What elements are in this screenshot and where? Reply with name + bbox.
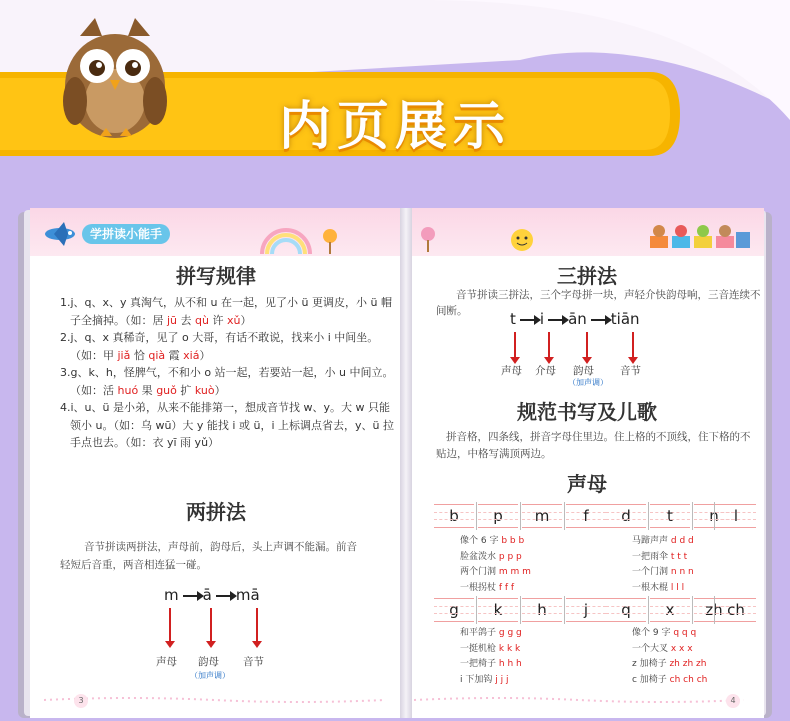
rule-item bbox=[60, 329, 386, 364]
down-arrow-icon bbox=[210, 608, 212, 642]
right-arrow-icon bbox=[216, 595, 232, 597]
rhyme-line: 脸盆泼水 p p p bbox=[460, 551, 522, 562]
rhyme-line: 和平鸽子 g g g bbox=[460, 628, 522, 638]
tree-icon bbox=[420, 226, 436, 252]
decorative-dots bbox=[44, 696, 384, 704]
right-arrow-icon bbox=[591, 319, 607, 321]
right-arrow-icon bbox=[520, 319, 536, 321]
section-title-writing-and-rhymes: 规范书写及儿歌 bbox=[517, 400, 657, 424]
label-initial: 声母 bbox=[501, 365, 522, 377]
sun-icon bbox=[504, 222, 540, 256]
rule-line: 3.g、k、h，怪脾气，不和小 o 站一起，若要站一起，小 u 中间立。 bbox=[60, 366, 394, 379]
rhyme-line: 一把椅子 h h h bbox=[460, 659, 522, 669]
rhyme-line: 像个 6 字 b b b bbox=[460, 536, 525, 546]
pinyin-cell: ch bbox=[716, 598, 756, 622]
pinyin-cell: m bbox=[522, 504, 562, 528]
pinyin-cell: l bbox=[716, 504, 756, 528]
writing-text-line-2: 贴边，中格写满顶两边。 bbox=[436, 448, 552, 460]
animal-train-icon bbox=[648, 224, 752, 254]
right-page bbox=[410, 208, 764, 718]
down-arrow-icon bbox=[169, 608, 171, 642]
pinyin-cell: x bbox=[650, 598, 690, 622]
rule-line: 4.i、u、ü 是小弟，从来不能排第一，想成音节找 w、y。大 w 只能 bbox=[60, 401, 390, 414]
rhyme-line: 两个门洞 m m m bbox=[460, 567, 531, 577]
chain-final: ān bbox=[568, 310, 587, 328]
rule-line: 手点也去。（如：衣 yī 雨 yǔ） bbox=[70, 436, 220, 449]
down-arrow-icon bbox=[548, 332, 550, 358]
rhyme-line: 像个 9 字 q q q bbox=[632, 628, 697, 638]
rhyme-line: 马蹄声声 d d d bbox=[632, 536, 694, 546]
rhyme-line: 一挺机枪 k k k bbox=[460, 643, 521, 654]
three-part-chain bbox=[510, 310, 640, 328]
label-add-tone: （加声调） bbox=[190, 671, 230, 680]
three-part-text-line-2: 间断。 bbox=[436, 305, 468, 317]
pinyin-cell: g bbox=[434, 598, 474, 622]
banner-title: 内页展示 bbox=[278, 97, 511, 157]
rhyme-list bbox=[460, 534, 531, 596]
left-page bbox=[30, 208, 402, 718]
chain-initial: t bbox=[510, 310, 516, 328]
rhyme-line: c 加椅子 ch ch ch bbox=[632, 674, 708, 685]
two-part-chain bbox=[164, 586, 260, 604]
three-part-text-line-1: 音节拼读三拼法，三个字母拼一块，声轻介快韵母响，三音连续不 bbox=[456, 289, 761, 301]
rhyme-line: 一根木棍 l l l bbox=[632, 582, 685, 593]
rule-item bbox=[60, 294, 392, 329]
rule-line: 1.j、q、x、y 真淘气，从不和 u 在一起，见了小 ü 更调皮，小 ü 帽 bbox=[60, 296, 392, 309]
pinyin-cell: b bbox=[434, 504, 474, 528]
pinyin-cell: d bbox=[606, 504, 646, 528]
pinyin-cell: f bbox=[566, 504, 606, 528]
chain-medial: i bbox=[539, 310, 545, 328]
two-part-text-line-1: 音节拼读两拼法，声母前，韵母后，头上声调不能漏。前音 bbox=[84, 541, 357, 553]
right-arrow-icon bbox=[183, 595, 199, 597]
pinyin-cell: h bbox=[522, 598, 562, 622]
label-syllable: 音节 bbox=[243, 656, 264, 668]
rule-line: 2.j、q、x 真稀奇，见了 o 大哥，有话不敢说，找来小 i 中间坐。 bbox=[60, 331, 379, 344]
page-number-left: 3 bbox=[74, 694, 88, 708]
chain-initial: m bbox=[164, 586, 179, 604]
section-title-two-part-spelling: 两拼法 bbox=[186, 500, 246, 524]
rhyme-list bbox=[632, 626, 707, 688]
section-title-spelling-rules: 拼写规律 bbox=[176, 264, 256, 288]
writing-text-line-1: 拼音格，四条线，拼音字母住里边。住上格的不顶线，住下格的不 bbox=[446, 431, 751, 443]
label-final: 韵母 bbox=[573, 365, 594, 377]
pinyin-cell: k bbox=[478, 598, 518, 622]
owl-mascot-icon bbox=[40, 6, 190, 146]
spelling-rules-list bbox=[60, 294, 394, 452]
tree-icon bbox=[322, 228, 338, 254]
pinyin-cell: t bbox=[650, 504, 690, 528]
pinyin-cell: j bbox=[566, 598, 606, 622]
book-series-label: 学拼读小能手 bbox=[82, 224, 170, 244]
decorative-dots bbox=[414, 696, 744, 704]
label-add-tone: （加声调） bbox=[568, 378, 608, 387]
label-final: 韵母 bbox=[198, 656, 219, 668]
label-syllable: 音节 bbox=[620, 365, 641, 377]
book-spine bbox=[400, 208, 412, 718]
rainbow-icon bbox=[256, 226, 316, 254]
chain-syllable: mā bbox=[235, 586, 260, 604]
section-title-three-part-spelling: 三拼法 bbox=[557, 264, 617, 288]
rule-item bbox=[60, 399, 394, 452]
rhyme-line: z 加椅子 zh zh zh bbox=[632, 659, 707, 669]
pinyin-cell: n bbox=[694, 504, 734, 528]
pinyin-cell: zh bbox=[694, 598, 734, 622]
pinyin-cell: q bbox=[606, 598, 646, 622]
rule-line: （如：甲 jiǎ 恰 qià 霞 xiá） bbox=[70, 348, 211, 362]
down-arrow-icon bbox=[256, 608, 258, 642]
rule-line: （如：活 huó 果 guǒ 扩 kuò） bbox=[70, 383, 226, 397]
rhyme-list bbox=[460, 626, 522, 688]
chain-syllable: tiān bbox=[610, 310, 640, 328]
rhyme-line: 一个门洞 n n n bbox=[632, 567, 694, 577]
label-medial: 介母 bbox=[535, 365, 556, 377]
chain-final: ā bbox=[202, 586, 212, 604]
rule-line: 子全摘掉。（如：居 jū 去 qù 许 xǔ） bbox=[70, 313, 252, 327]
rhyme-line: i 下加钩 j j j bbox=[460, 674, 509, 685]
down-arrow-icon bbox=[632, 332, 634, 358]
airplane-icon bbox=[40, 220, 80, 248]
label-initial: 声母 bbox=[156, 656, 177, 668]
rhyme-list bbox=[632, 534, 694, 596]
down-arrow-icon bbox=[586, 332, 588, 358]
right-arrow-icon bbox=[548, 319, 564, 321]
section-title-initials: 声母 bbox=[567, 472, 607, 496]
two-part-text-line-2: 轻短后音重，两音相连猛一碰。 bbox=[60, 559, 207, 571]
down-arrow-icon bbox=[514, 332, 516, 358]
pinyin-cell: p bbox=[478, 504, 518, 528]
open-book bbox=[14, 208, 776, 718]
rule-line: 领小 u。（如：乌 wū）大 y 能找 i 或 ü，i 上标调点省去，y、ü 拉 bbox=[70, 418, 394, 432]
rule-item bbox=[60, 364, 394, 399]
rhyme-line: 一个大叉 x x x bbox=[632, 643, 693, 654]
rhyme-line: 一根拐杖 f f f bbox=[460, 582, 515, 593]
rhyme-line: 一把雨伞 t t t bbox=[632, 551, 688, 562]
page-number-right: 4 bbox=[726, 694, 740, 708]
